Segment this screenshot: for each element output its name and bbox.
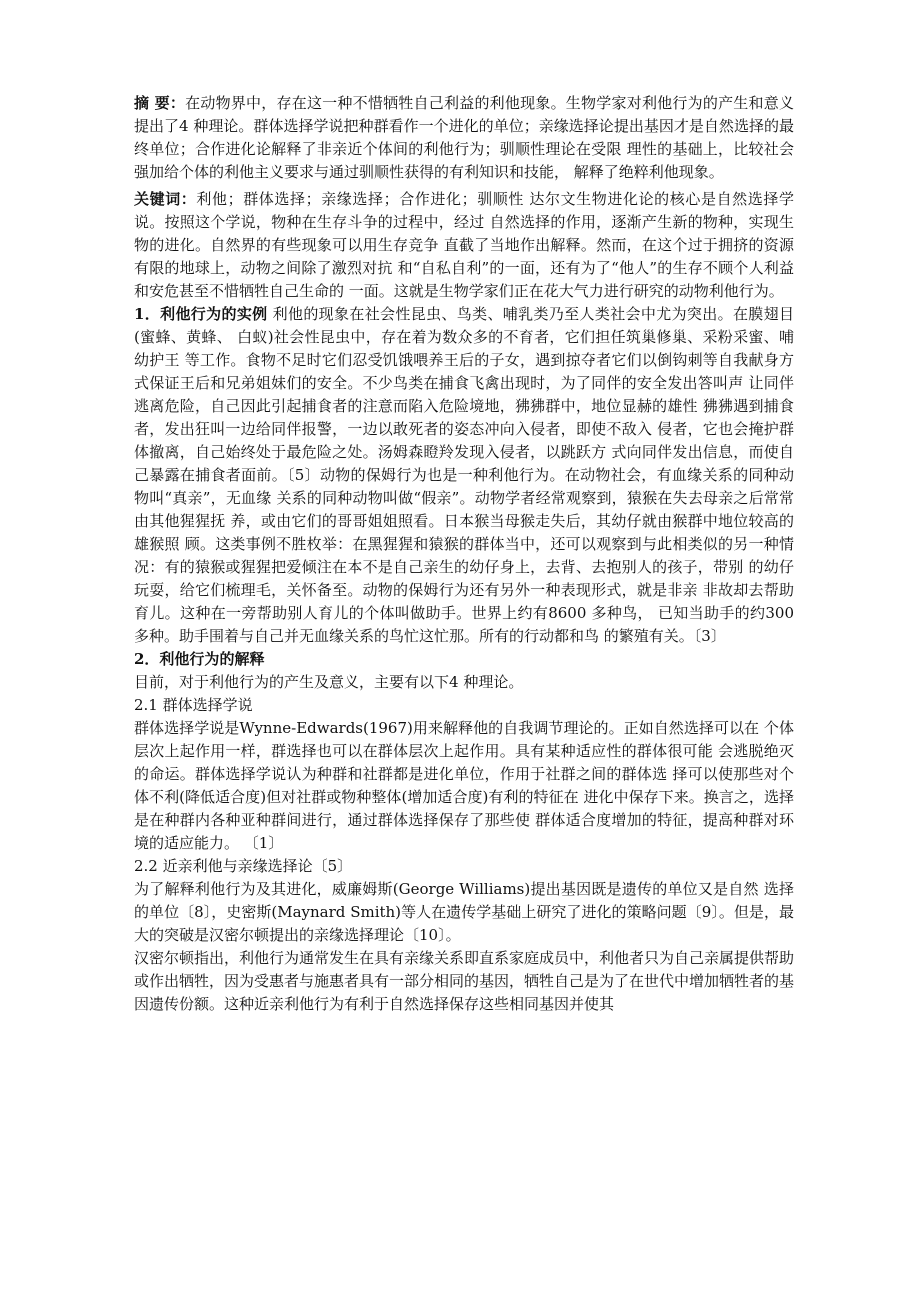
abstract-paragraph	[134, 92, 794, 184]
subsection-2-1-heading: 2.1 群体选择学说	[134, 696, 253, 714]
subsection-2-1-text: 群体选择学说是Wynne-Edwards(1967)用来解释他的自我调节理论的。正如自然选择可以在 个体层次上起作用一样，群选择也可以在群体层次上起作用。具有某种适应性的群体很可能 会逃脱绝灭的命运。群体选择学说认为种群和社群都是进化单位，作用于社群之间的群体选 择可以使那些对个体不利(降低适合度)但对社群或物种整体(增加适合度)有利的特征在 进化中保存下来。换言之，选择是在种群内各种亚种群间进行，通过群体选择保存了那些使 群体适合度增加的特征，提高种群对环境的适应能力。 〔1〕	[134, 719, 794, 852]
section-1-paragraph	[134, 303, 794, 648]
section-2-intro: 目前，对于利他行为的产生及意义，主要有以下4 种理论。	[134, 673, 524, 691]
abstract-text: 在动物界中，存在这一种不惜牺牲自己利益的利他现象。生物学家对利他行为的产生和意义提出了4 种理论。群体选择学说把种群看作一个进化的单位；亲缘选择论提出基因才是自然选择的最终单位；合作进化论解释了非亲近个体间的利他行为；驯顺性理论在受限 理性的基础上，比较社会强加给个体的利他主义要求与通过驯顺性获得的有利知识和技能， 解释了绝粹利他现象。	[134, 94, 794, 181]
section-1-text: 利他的现象在社会性昆虫、鸟类、哺乳类乃至人类社会中尤为突出。在膜翅目(蜜蜂、黄蜂、 白蚁)社会性昆虫中，存在着为数众多的不育者，它们担任筑巢修巢、采粉采蜜、哺幼护王 等工作。食物不足时它们忍受饥饿喂养王后的子女，遇到掠夺者它们以倒钩刺等自我献身方 式保证王后和兄弟姐妹们的安全。不少鸟类在捕食飞禽出现时，为了同伴的安全发出答叫声 让同伴逃离危险，自己因此引起捕食者的注意而陷入危险境地，狒狒群中，地位显赫的雄性 狒狒遇到捕食者，发出狂叫一边给同伴报警，一边以敢死者的姿态冲向入侵者，即使不敌入 侵者，它也会掩护群体撤离，自己始终处于最危险之处。汤姆森瞪羚发现入侵者，以跳跃方 式向同伴发出信息，而使自己暴露在捕食者面前。〔5〕动物的保姆行为也是一种利他行为。在动物社会，有血缘关系的同种动物叫“真亲”，无血缘 关系的同种动物叫做“假亲”。动物学者经常观察到，猿猴在失去母亲之后常常由其他猩猩抚 养，或由它们的哥哥姐姐照看。日本猴当母猴走失后，其幼仔就由猴群中地位较高的雄猴照 顾。这类事例不胜枚举：在黑猩猩和猿猴的群体当中，还可以观察到与此相类似的另一种情 况：有的猿猴或猩猩把爱倾注在本不是自己亲生的幼仔身上，去背、去抱别人的孩子，带别 的幼仔玩耍，给它们梳理毛，关怀备至。动物的保姆行为还有另外一种表现形式，就是非亲 非故却去帮助育儿。这种在一旁帮助别人育儿的个体叫做助手。世界上约有8600 多种鸟， 已知当助手的约300 多种。助手围着与自己并无血缘关系的鸟忙这忙那。所有的行动都和鸟 的繁殖有关。〔3〕	[134, 305, 794, 645]
subsection-2-2-heading: 2.2 近亲利他与亲缘选择论〔5〕	[134, 857, 353, 875]
subsection-2-2-text-2: 汉密尔顿指出，利他行为通常发生在具有亲缘关系即直系家庭成员中，利他者只为自己亲属提供帮助或作出牺牲，因为受惠者与施惠者具有一部分相同的基因，牺牲自己是为了在世代中增加牺牲者的基因遗传份额。这种近亲利他行为有利于自然选择保存这些相同基因并使其	[134, 949, 795, 1013]
section-1-heading: 1．利他行为的实例	[134, 305, 268, 323]
document-body	[134, 92, 794, 1016]
abstract-label: 摘 要：	[134, 94, 186, 112]
keywords-text: 利他；群体选择；亲缘选择；合作进化；驯顺性 达尔文生物进化论的核心是自然选择学说。按照这个学说，物种在生存斗争的过程中，经过 自然选择的作用，逐渐产生新的物种，实现生物的进化。自然界的有些现象可以用生存竞争 直截了当地作出解释。然而，在这个过于拥挤的资源有限的地球上，动物之间除了激烈对抗 和“自私自利”的一面，还有为了“他人”的生存不顾个人利益和安危甚至不惜牺牲自己生命的 一面。这就是生物学家们正在花大气力进行研究的动物利他行为。	[134, 190, 794, 300]
keywords-paragraph	[134, 188, 794, 303]
section-2-heading: 2．利他行为的解释	[134, 650, 265, 668]
keywords-label: 关键词：	[134, 190, 197, 208]
subsection-2-2-text-1: 为了解释利他行为及其进化，威廉姆斯(George Williams)提出基因既是遗传的单位又是自然 选择的单位〔8〕，史密斯(Maynard Smith)等人在遗传学基础上研究了进化的策略问题〔9〕。但是，最大的突破是汉密尔顿提出的亲缘选择理论〔10〕。	[134, 880, 794, 944]
